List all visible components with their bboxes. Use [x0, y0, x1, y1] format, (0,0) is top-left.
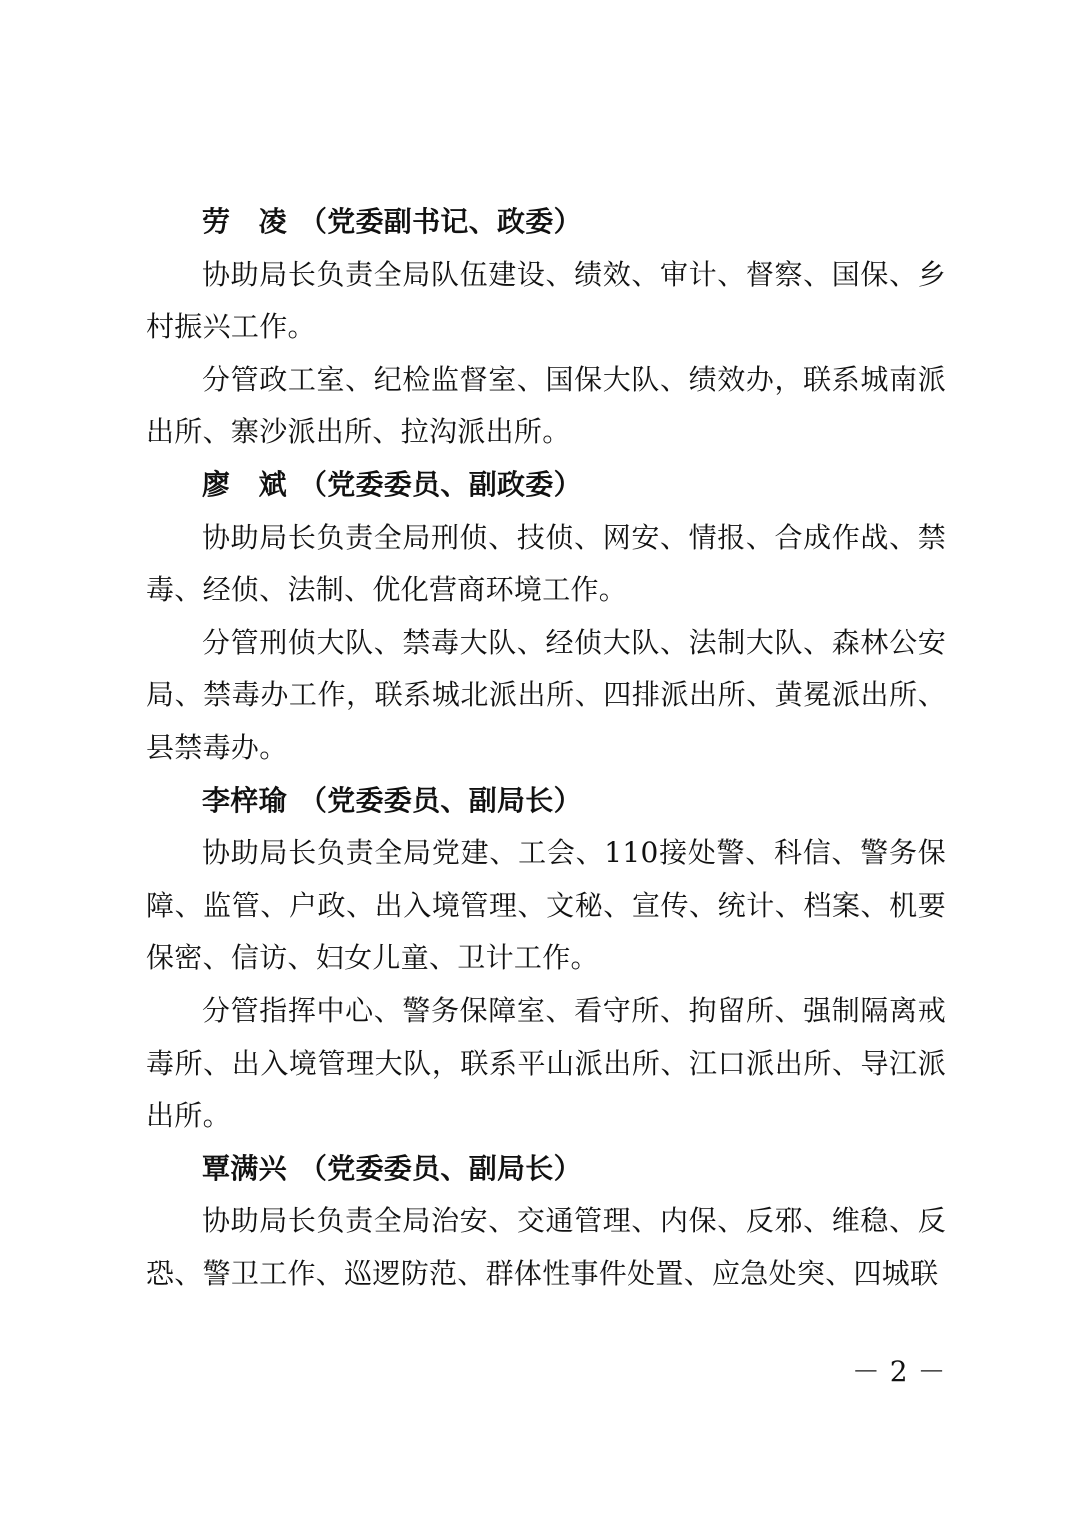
official-name: 劳 凌	[202, 205, 287, 238]
official-name: 廖 斌	[202, 467, 287, 501]
section-heading	[146, 196, 946, 249]
official-role: （党委委员、副局长）	[298, 783, 582, 817]
section-heading	[146, 775, 946, 828]
section-heading	[146, 1143, 946, 1196]
official-role: （党委委员、副局长）	[298, 1151, 582, 1185]
duty-paragraph: 协助局长负责全局刑侦、技侦、网安、情报、合成作战、禁毒、经侦、法制、优化营商环境工作。	[146, 520, 946, 607]
duty-paragraph: 分管政工室、纪检监督室、国保大队、绩效办，联系城南派出所、寨沙派出所、拉沟派出所。	[146, 362, 946, 449]
page-number: － 2 －	[851, 1355, 946, 1388]
official-name: 覃满兴	[202, 1151, 287, 1185]
document-body	[146, 196, 946, 1300]
duty-paragraph: 协助局长负责全局党建、工会、110接处警、科信、警务保障、监管、户政、出入境管理、文秘、宣传、统计、档案、机要保密、信访、妇女儿童、卫计工作。	[146, 836, 946, 975]
section-lao-ling	[146, 196, 946, 459]
duty-paragraph: 分管指挥中心、警务保障室、看守所、拘留所、强制隔离戒毒所、出入境管理大队，联系平山派出所、江口派出所、导江派出所。	[146, 993, 946, 1133]
duty-paragraph: 分管刑侦大队、禁毒大队、经侦大队、法制大队、森林公安局、禁毒办工作，联系城北派出所、四排派出所、黄冕派出所、县禁毒办。	[146, 625, 946, 764]
official-role: （党委委员、副政委）	[298, 467, 582, 501]
section-heading	[146, 459, 946, 512]
official-name: 李梓瑜	[202, 783, 287, 817]
section-liao-bin	[146, 459, 946, 775]
duty-paragraph: 协助局长负责全局治安、交通管理、内保、反邪、维稳、反恐、警卫工作、巡逻防范、群体性事件处置、应急处突、四城联	[146, 1204, 946, 1290]
section-qin-manxing	[146, 1143, 946, 1301]
official-role: （党委副书记、政委）	[298, 205, 582, 238]
duty-paragraph: 协助局长负责全局队伍建设、绩效、审计、督察、国保、乡村振兴工作。	[146, 257, 946, 344]
section-li-ziyu	[146, 775, 946, 1143]
